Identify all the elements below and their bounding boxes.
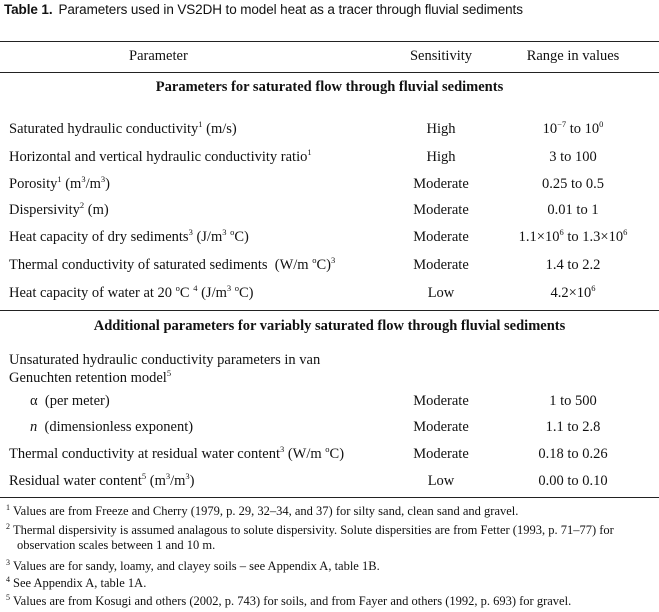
table-row bbox=[0, 446, 659, 472]
table-number: Table 1. bbox=[4, 2, 53, 17]
table-row bbox=[0, 149, 659, 175]
table-row bbox=[0, 257, 659, 283]
parameter-cell: Heat capacity of dry sediments$^3$ ($J/m^3$ $^o$C) bbox=[9, 227, 249, 245]
parameter-cell: Horizontal and vertical hydraulic conductivity ratio$^1$ bbox=[9, 147, 312, 165]
sensitivity-cell: Low bbox=[427, 473, 455, 489]
table-row bbox=[0, 285, 659, 311]
column-header-range: Range in values bbox=[526, 48, 620, 64]
footnote-4: $^4$ See Appendix A, table 1A. bbox=[6, 575, 147, 590]
footnote-5: $^5$ Values are from Kosugi and others (2002, p. 743) for soils, and from Fayer and others (1992, p. 693) for gravel. bbox=[6, 593, 572, 608]
table-row bbox=[0, 121, 659, 147]
range-cell: 0.01 to 1 bbox=[547, 202, 599, 218]
sensitivity-cell: Moderate bbox=[413, 229, 469, 245]
sensitivity-cell: Moderate bbox=[413, 419, 469, 435]
table-row bbox=[0, 229, 659, 255]
parameter-cell: Dispersivity$^2$ (m) bbox=[9, 200, 109, 218]
sensitivity-cell: Moderate bbox=[413, 202, 469, 218]
table-row bbox=[0, 419, 659, 445]
table-row bbox=[0, 351, 659, 391]
table-row bbox=[0, 176, 659, 202]
column-header-parameter: Parameter bbox=[129, 48, 188, 64]
range-cell: 1.4 to 2.2 bbox=[545, 257, 601, 273]
sensitivity-cell: Low bbox=[427, 285, 455, 301]
parameter-cell: Unsaturated hydraulic conductivity parameters in van Genuchten retention model$^5$ bbox=[9, 352, 321, 386]
range-cell: 3 to 100 bbox=[549, 149, 597, 165]
range-cell: $4.2\times 10^6$ bbox=[550, 283, 596, 301]
footnote-2: $^2$ Thermal dispersivity is assumed analagous to solute dispersivity. Solute dispersities are from Fetter (1993, p. 71–77) for observation scales between 1 and 10 m. bbox=[6, 522, 614, 552]
sensitivity-cell: High bbox=[426, 149, 456, 165]
section-title-saturated: Parameters for saturated flow through fluvial sediments bbox=[155, 79, 504, 95]
parameter-cell: n (dimensionless exponent) bbox=[30, 419, 194, 435]
bottom-rule bbox=[0, 497, 659, 498]
range-cell: $1.1\times 10^6$ to $1.3\times 10^6$ bbox=[518, 227, 628, 245]
table-row bbox=[0, 393, 659, 419]
n-symbol: n bbox=[30, 419, 38, 435]
range-cell: 0.18 to 0.26 bbox=[538, 446, 608, 462]
parameter-cell: Porosity$^1$ $(m^3/m^3)$ bbox=[9, 174, 110, 192]
sensitivity-cell: Moderate bbox=[413, 393, 469, 409]
table-caption bbox=[4, 2, 523, 17]
range-cell: 0.00 to 0.10 bbox=[538, 473, 608, 489]
range-cell: $10^{-7}$ to $10^0$ bbox=[542, 119, 604, 137]
range-cell: 0.25 to 0.5 bbox=[541, 176, 605, 192]
range-cell: 1.1 to 2.8 bbox=[545, 419, 601, 435]
section-title-variably-saturated: Additional parameters for variably saturated flow through fluvial sediments bbox=[93, 318, 566, 334]
table-title: Parameters used in VS2DH to model heat as a tracer through fluvial sediments bbox=[58, 2, 523, 17]
footnote-3: $^3$ Values are for sandy, loamy, and clayey soils – see Appendix A, table 1B. bbox=[6, 558, 380, 573]
parameter-cell: Thermal conductivity at residual water content$^3$ (W/m $^o$C) bbox=[9, 444, 345, 462]
sensitivity-cell: Moderate bbox=[413, 257, 469, 273]
parameter-cell: Heat capacity of water at 20 $^o$C $^4$ ($J/m^3$ $^o$C) bbox=[9, 283, 254, 301]
sensitivity-cell: High bbox=[426, 121, 456, 137]
parameter-cell: α (per meter) bbox=[30, 393, 110, 409]
table-row bbox=[0, 202, 659, 228]
column-header-sensitivity: Sensitivity bbox=[409, 48, 473, 64]
footnote-1: $^1$ Values are from Freeze and Cherry (1979, p. 29, 32–34, and 37) for silty sand, clean sand and gravel. bbox=[6, 503, 519, 518]
parameter-cell: Saturated hydraulic conductivity$^1$ (m/s) bbox=[9, 119, 237, 137]
table-row bbox=[0, 473, 659, 499]
section-rule bbox=[0, 310, 659, 311]
top-rule bbox=[0, 41, 659, 42]
parameter-cell: Thermal conductivity of saturated sediments (W/m $^o$C)$^3$ bbox=[9, 255, 336, 273]
header-rule bbox=[0, 72, 659, 73]
sensitivity-cell: Moderate bbox=[413, 176, 469, 192]
parameter-cell: Residual water content$^5$ $(m^3/m^3)$ bbox=[9, 471, 195, 489]
sensitivity-cell: Moderate bbox=[413, 446, 469, 462]
range-cell: 1 to 500 bbox=[549, 393, 597, 409]
alpha-symbol: α bbox=[30, 393, 38, 409]
